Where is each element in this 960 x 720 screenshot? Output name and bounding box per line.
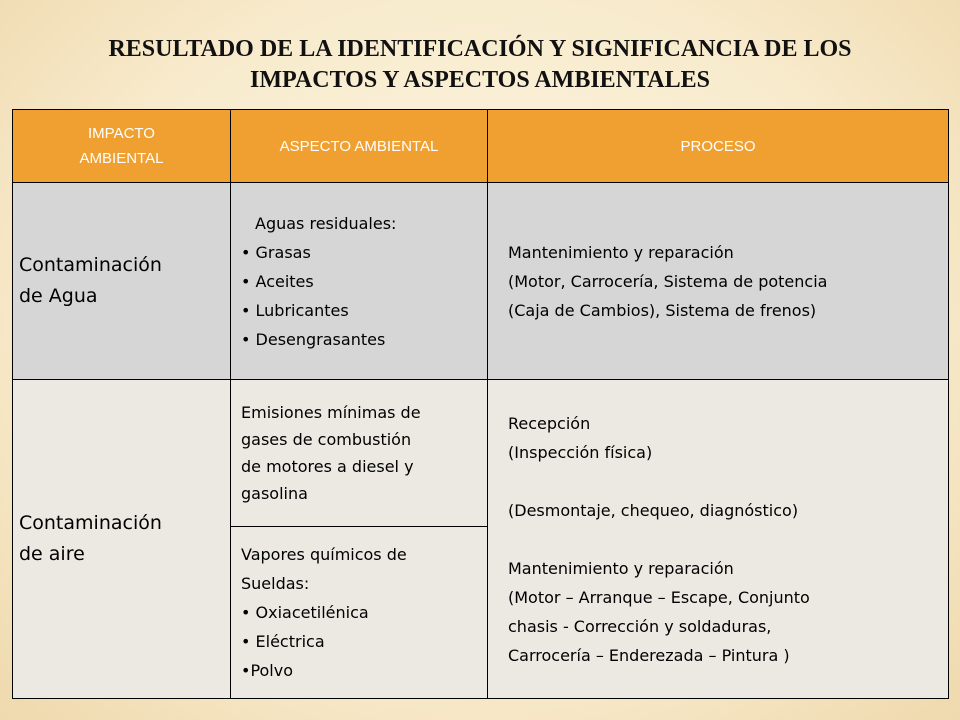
process-air-line: chasis - Corrección y soldaduras, (508, 616, 772, 636)
list-item: • Grasas (241, 238, 477, 267)
process-water-line: Mantenimiento y reparación (508, 242, 734, 262)
table-header-row (13, 110, 949, 183)
list-item: • Oxiacetilénica (241, 598, 477, 627)
aspect-air-vapors-line: Sueldas: (241, 574, 310, 593)
process-air (488, 380, 949, 699)
table-row-water (13, 183, 949, 380)
process-water-line: (Caja de Cambios), Sistema de frenos) (508, 300, 817, 320)
aspect-air-line: de motores a diesel y (241, 457, 414, 476)
process-air-line: (Inspección física) (508, 442, 653, 462)
page-title (40, 34, 920, 96)
process-air-line: Recepción (508, 413, 591, 433)
aspect-air-line: Emisiones mínimas de (241, 403, 421, 422)
header-impacto (13, 110, 231, 183)
aspect-air-emissions (231, 380, 488, 527)
aspect-air-line: gasolina (241, 484, 308, 503)
process-air-line: (Desmontaje, chequeo, diagnóstico) (508, 500, 799, 520)
title-line-2: IMPACTOS Y ASPECTOS AMBIENTALES (250, 67, 710, 93)
process-water (488, 183, 949, 380)
impact-water-line1: Contaminación (19, 254, 162, 276)
process-air-line (508, 467, 938, 496)
list-item: • Aceites (241, 267, 477, 296)
header-impacto-line1: IMPACTO (88, 125, 155, 142)
list-item: • Desengrasantes (241, 325, 477, 354)
aspect-air-vapors-last: •Polvo (241, 661, 294, 680)
list-item: • Eléctrica (241, 627, 477, 656)
process-air-line: Carrocería – Enderezada – Pintura ) (508, 645, 790, 665)
process-water-line: (Motor, Carrocería, Sistema de potencia (508, 271, 828, 291)
impact-air-line1: Contaminación (19, 512, 162, 534)
process-air-line: Mantenimiento y reparación (508, 558, 734, 578)
title-line-1: RESULTADO DE LA IDENTIFICACIÓN Y SIGNIFICANCIA DE LOS (108, 36, 852, 62)
aspect-water (231, 183, 488, 380)
impact-air (13, 380, 231, 699)
aspect-air-vapors (231, 527, 488, 699)
impact-air-line2: de aire (19, 543, 85, 565)
list-item: • Lubricantes (241, 296, 477, 325)
impact-water-line2: de Agua (19, 285, 98, 307)
header-proceso: PROCESO (488, 110, 949, 183)
process-air-line: (Motor – Arranque – Escape, Conjunto (508, 587, 810, 607)
table-row-air-1 (13, 380, 949, 527)
header-impacto-line2: AMBIENTAL (79, 150, 164, 167)
aspect-air-line: gases de combustión (241, 430, 412, 449)
header-aspecto: ASPECTO AMBIENTAL (231, 110, 488, 183)
impact-water (13, 183, 231, 380)
aspect-water-list (241, 238, 477, 354)
process-air-line (508, 525, 938, 554)
aspect-air-vapors-line: Vapores químicos de (241, 545, 407, 564)
aspect-air-vapors-list (241, 598, 477, 656)
aspect-water-title: Aguas residuales: (255, 213, 397, 233)
impact-table (12, 109, 949, 699)
